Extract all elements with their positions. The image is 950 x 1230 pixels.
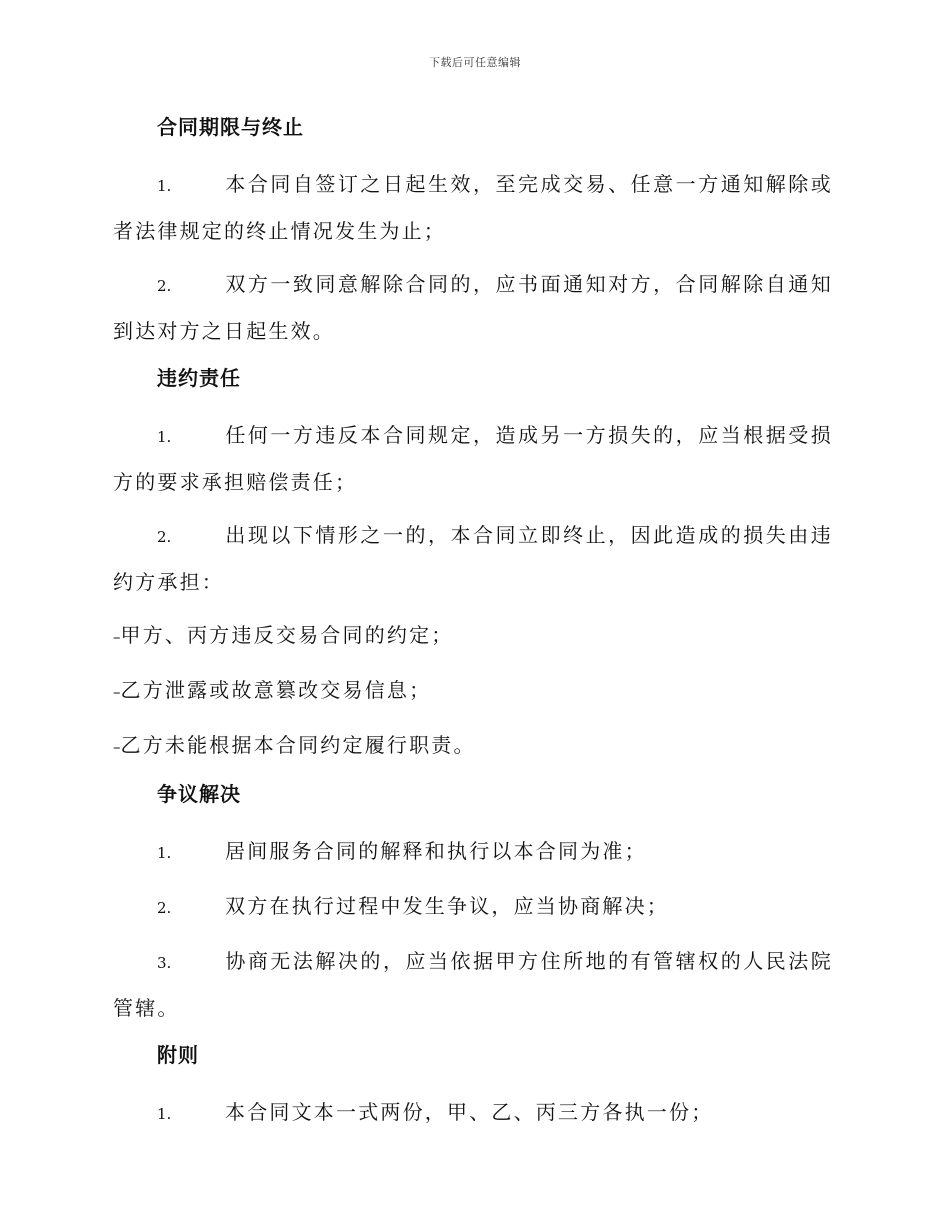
supplementary-item-1	[113, 1090, 833, 1137]
section-heading-liability: 违约责任	[157, 366, 241, 390]
item-number: 2.	[157, 277, 172, 295]
document-body	[113, 111, 833, 1145]
page-header-note: 下载后可任意编辑	[429, 56, 521, 69]
liability-item-1	[113, 413, 833, 505]
item-text: 居间服务合同的解释和执行以本合同为准；	[225, 839, 647, 863]
item-text: 本合同文本一式两份，甲、乙、丙三方各执一份；	[225, 1100, 714, 1124]
bullet-text: 乙方未能根据本合同约定履行职责。	[120, 733, 476, 757]
item-number: 2.	[157, 899, 172, 917]
item-text: 双方一致同意解除合同的，应书面通知对方，合同解除自通知到达对方之日起生效。	[113, 272, 833, 343]
item-number: 1.	[157, 177, 172, 195]
dispute-item-2	[113, 884, 833, 931]
item-number: 1.	[157, 1105, 172, 1123]
liability-bullet-2	[113, 668, 833, 715]
dispute-item-3	[113, 939, 833, 1031]
term-item-2	[113, 262, 833, 354]
liability-item-2	[113, 513, 833, 605]
liability-bullet-1	[113, 613, 833, 660]
bullet-text: 乙方泄露或故意篡改交易信息；	[120, 678, 432, 702]
section-heading-dispute: 争议解决	[157, 782, 241, 806]
dispute-item-1	[113, 829, 833, 876]
dash-marker: –	[113, 683, 121, 701]
item-text: 任何一方违反本合同规定，造成另一方损失的，应当根据受损方的要求承担赔偿责任；	[113, 423, 833, 494]
term-item-1	[113, 162, 833, 254]
item-text: 本合同自签订之日起生效，至完成交易、任意一方通知解除或者法律规定的终止情况发生为止；	[113, 172, 833, 243]
section-heading-term: 合同期限与终止	[157, 115, 304, 139]
item-text: 出现以下情形之一的，本合同立即终止，因此造成的损失由违约方承担：	[113, 523, 833, 594]
item-number: 1.	[157, 844, 172, 862]
item-number: 3.	[157, 954, 172, 972]
dash-marker: –	[113, 738, 121, 756]
item-number: 1.	[157, 428, 172, 446]
dash-marker: –	[113, 628, 121, 646]
bullet-text: 甲方、丙方违反交易合同的约定；	[120, 623, 454, 647]
liability-bullet-3	[113, 723, 833, 770]
item-text: 双方在执行过程中发生争议，应当协商解决；	[225, 894, 669, 918]
item-number: 2.	[157, 528, 172, 546]
section-heading-supplementary: 附则	[157, 1043, 199, 1067]
item-text: 协商无法解决的，应当依据甲方住所地的有管辖权的人民法院管辖。	[113, 949, 833, 1020]
